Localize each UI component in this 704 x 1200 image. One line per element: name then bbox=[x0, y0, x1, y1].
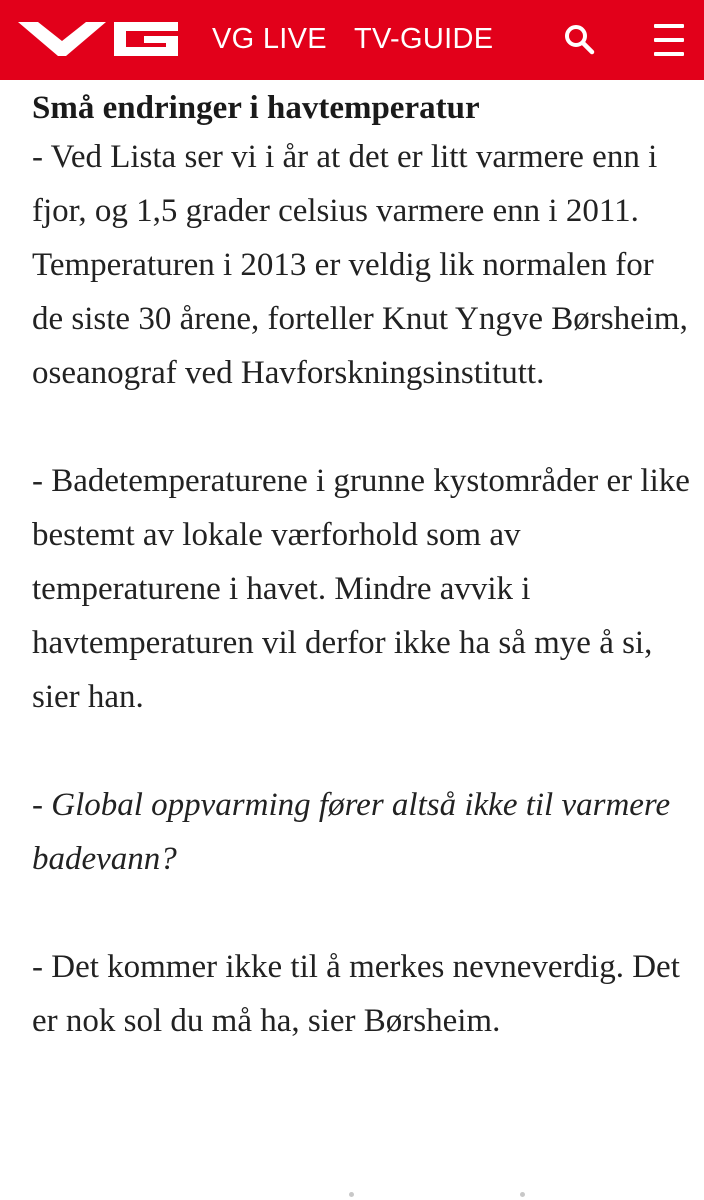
content-divider-dots bbox=[0, 1190, 704, 1200]
menu-bar-middle bbox=[654, 38, 684, 42]
divider-dot bbox=[349, 1192, 354, 1197]
paragraph-quote-bathing-temperature: - Badetemperaturene i grunne kystområder er like bestemt av lokale værforhold som av temperaturene i havet. Mindre avvik i havtemperaturen vil derfor ikke ha så mye å si, sier han. bbox=[32, 463, 690, 715]
top-navigation-bar bbox=[0, 0, 704, 80]
search-icon bbox=[560, 20, 600, 60]
vg-logo-icon bbox=[18, 22, 182, 56]
menu-button[interactable] bbox=[650, 21, 686, 59]
paragraph-interview-question: - Global oppvarming fører altså ikke til varmere badevann? bbox=[32, 787, 671, 877]
article-subheading: Små endringer i havtemperatur bbox=[32, 90, 480, 126]
nav-vg-live-link[interactable]: VG LIVE bbox=[212, 23, 327, 55]
search-button[interactable] bbox=[560, 20, 600, 60]
article-body bbox=[32, 80, 692, 1048]
menu-bar-top bbox=[654, 24, 684, 28]
divider-dot bbox=[520, 1192, 525, 1197]
nav-tv-guide-link[interactable]: TV-GUIDE bbox=[354, 23, 494, 55]
vg-logo[interactable] bbox=[18, 22, 182, 56]
paragraph-quote-answer: - Det kommer ikke til å merkes nevneverdig. Det er nok sol du må ha, sier Børsheim. bbox=[32, 949, 680, 1039]
paragraph-quote-lista: - Ved Lista ser vi i år at det er litt varmere enn i fjor, og 1,5 grader celsius varmere enn i 2011. Temperaturen i 2013 er veldig lik normalen for de siste 30 årene, forteller Knut Yngve Børsheim, oseanograf ved Havforskningsinstitutt. bbox=[32, 139, 688, 391]
menu-bar-bottom bbox=[654, 52, 684, 56]
